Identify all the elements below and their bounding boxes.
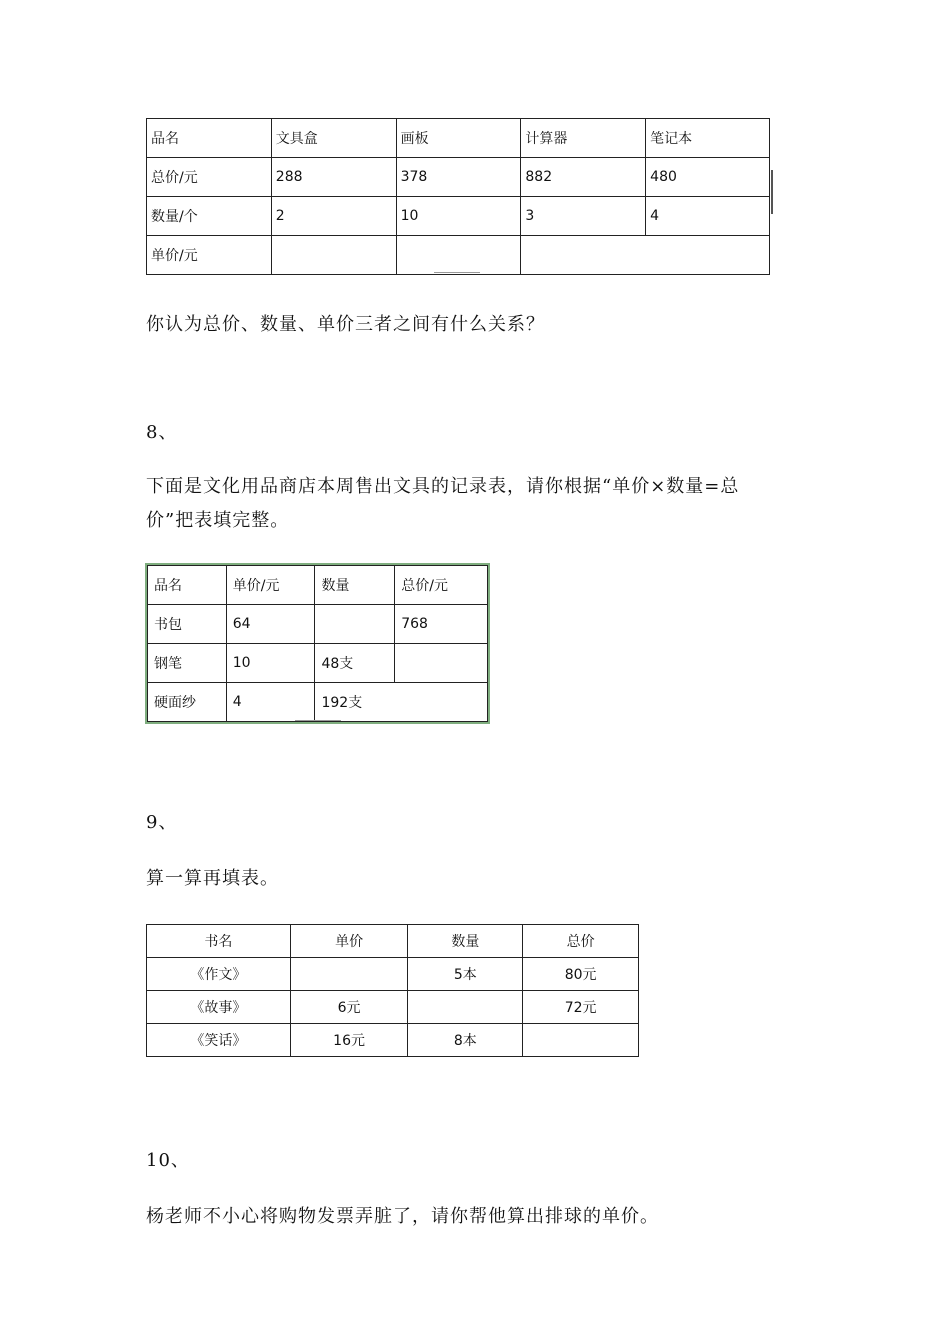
question-8-text-line2: 价”把表填完整。: [146, 510, 290, 531]
table-cell: 10: [396, 197, 521, 236]
table-row: [147, 925, 639, 958]
table-row: [148, 644, 488, 683]
table-cell: 数量: [408, 925, 523, 958]
table-cell: 硬面纱: [148, 683, 227, 722]
table-row: [148, 566, 488, 605]
stationery-sales-table: [147, 565, 488, 722]
table-cell: 《笑话》: [147, 1024, 291, 1057]
question-8-number: 8、: [146, 422, 178, 443]
table-cell: 单价: [290, 925, 408, 958]
table-row: [148, 683, 488, 722]
table-row: [147, 991, 639, 1024]
table-cell: 总价/元: [395, 566, 488, 605]
table-cell: 书名: [147, 925, 291, 958]
answer-cell[interactable]: [271, 236, 396, 275]
table-cell: 8本: [408, 1024, 523, 1057]
table-cell: 4: [646, 197, 770, 236]
table-cell: 单价/元: [226, 566, 315, 605]
table-cell: 10: [226, 644, 315, 683]
table-cell: 品名: [148, 566, 227, 605]
table-cell: 4: [226, 683, 315, 722]
table-cell: 《故事》: [147, 991, 291, 1024]
table-cell: 品名: [147, 119, 272, 158]
table-cell: 数量: [315, 566, 395, 605]
table-cell: 画板: [396, 119, 521, 158]
question-9-text: 算一算再填表。: [146, 868, 279, 889]
table-cell: 2: [271, 197, 396, 236]
table-cell: 6元: [290, 991, 408, 1024]
table-cell: 钢笔: [148, 644, 227, 683]
table-cell: 192支: [315, 683, 488, 722]
table-cell: 80元: [523, 958, 639, 991]
table-cell: 288: [271, 158, 396, 197]
table-row: [147, 158, 770, 197]
question-7-text: 你认为总价、数量、单价三者之间有什么关系？: [146, 314, 545, 335]
table-cell: 单价/元: [147, 236, 272, 275]
table-cell: 768: [395, 605, 488, 644]
table-cell: 《作文》: [147, 958, 291, 991]
table-row: [147, 958, 639, 991]
table-cell: 16元: [290, 1024, 408, 1057]
table-row: [147, 1024, 639, 1057]
book-price-table: [146, 924, 639, 1057]
answer-cell[interactable]: [290, 958, 408, 991]
table-cell: 5本: [408, 958, 523, 991]
table-cell: 64: [226, 605, 315, 644]
answer-cell[interactable]: [315, 605, 395, 644]
table-cell: 文具盒: [271, 119, 396, 158]
table-row: [147, 119, 770, 158]
question-9-number: 9、: [146, 812, 178, 833]
table-row: [147, 236, 770, 275]
table-cell: 480: [646, 158, 770, 197]
answer-cell[interactable]: [521, 236, 770, 275]
table-cell: 总价: [523, 925, 639, 958]
table-cell: 48支: [315, 644, 395, 683]
question-10-number: 10、: [146, 1150, 190, 1171]
table-row: [148, 605, 488, 644]
answer-cell[interactable]: [408, 991, 523, 1024]
table-cell: 总价/元: [147, 158, 272, 197]
table-edge-mark: [295, 720, 341, 721]
table-cell: 882: [521, 158, 646, 197]
answer-cell[interactable]: [396, 236, 521, 275]
question-10-text: 杨老师不小心将购物发票弄脏了，请你帮他算出排球的单价。: [146, 1206, 659, 1227]
goods-price-table: [146, 118, 770, 275]
table-cell: 笔记本: [646, 119, 770, 158]
answer-cell[interactable]: [523, 1024, 639, 1057]
table-cell: 378: [396, 158, 521, 197]
table-cell: 数量/个: [147, 197, 272, 236]
question-8-text-line1: 下面是文化用品商店本周售出文具的记录表，请你根据“单价×数量=总: [146, 476, 740, 497]
table-cell: 3: [521, 197, 646, 236]
table-edge-mark: [771, 170, 773, 214]
answer-cell[interactable]: [395, 644, 488, 683]
table-cell: 72元: [523, 991, 639, 1024]
table-cell: 书包: [148, 605, 227, 644]
table-row: [147, 197, 770, 236]
table-cell: 计算器: [521, 119, 646, 158]
table-edge-mark: [434, 272, 480, 273]
